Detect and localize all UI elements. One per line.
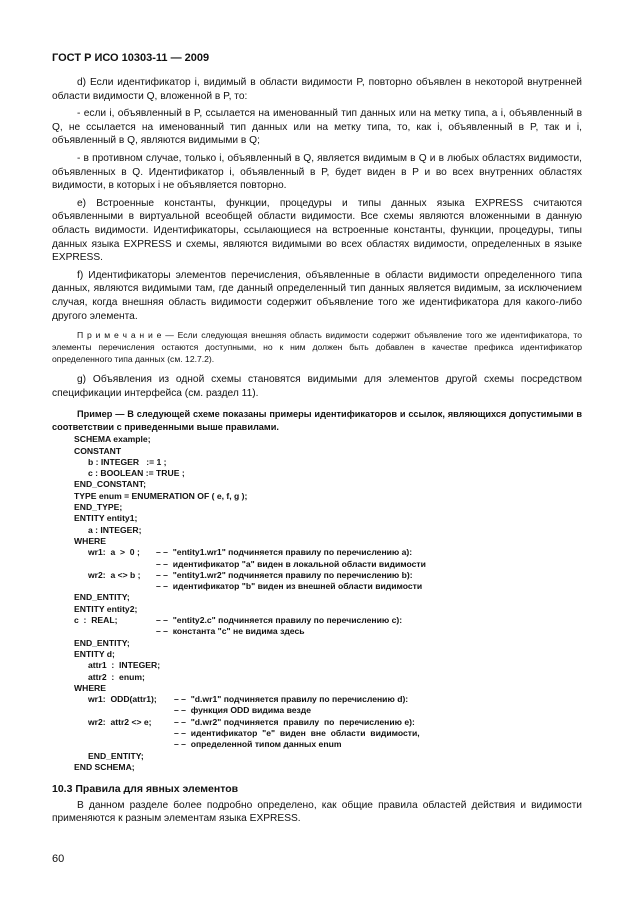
code-line: [74, 547, 582, 558]
code-line: [74, 479, 582, 490]
code-text: END_TYPE;: [74, 502, 123, 513]
code-line: [74, 615, 582, 626]
code-comment: – – определенной типом данных enum: [174, 739, 342, 750]
paragraph-e: e) Встроенные константы, функции, процедуры и типы данных языка EXPRESS считаются объявленными в виртуальной всеобщей области видимости. Все схемы являются вложенными в данную область видимости. Идентификаторы, ссылающиеся на встроенные константы, функции, процедуры, типы данных языка EXPRESS и схемы, являются видимыми во всех областях видимости, определенных в языке EXPRESS.: [52, 197, 582, 264]
code-line: [74, 513, 582, 524]
code-comment: – – "entity1.wr1" подчиняется правилу по перечислению a):: [156, 547, 413, 558]
code-text: wr2: attr2 <> e;: [88, 716, 152, 727]
code-text: END SCHEMA;: [74, 761, 135, 772]
code-comment: – – "d.wr2" подчиняется правилу по перечислению e):: [174, 716, 415, 727]
paragraph-f: f) Идентификаторы элементов перечисления, объявленные в области видимости определенного типа данных, являются видимыми там, где данный определенный тип данных является видимым, за исключением случая, когда внешняя область видимости содержит объявление того же идентификатора для какого-либо другого элемента.: [52, 269, 582, 322]
code-text: CONSTANT: [74, 445, 122, 456]
note-label: П р и м е ч а н и е: [77, 330, 162, 341]
code-line: [74, 649, 582, 660]
code-line: [74, 559, 582, 570]
code-text: wr1: a > 0 ;: [88, 547, 140, 558]
code-text: SCHEMA example;: [74, 434, 151, 445]
paragraph-d2: - в противном случае, только i, объявленный в Q, является видимым в Q и в любых областях видимости, объявленных в Q. Идентификатор i, объявленный в P, будет виден в P и во всех внутренних областях видимости, в которых i не объявляется повторно.: [52, 152, 582, 192]
code-text: [74, 739, 174, 750]
code-text: WHERE: [74, 682, 106, 693]
paragraph-g: g) Объявления из одной схемы становятся видимыми для элементов другой схемы посредством спецификации интерфейса (см. раздел 11).: [52, 374, 582, 399]
code-line: [74, 570, 582, 581]
code-line: [74, 446, 582, 457]
code-line: [74, 491, 582, 502]
code-line: [74, 592, 582, 603]
code-line: [74, 638, 582, 649]
code-line: [74, 536, 582, 547]
paragraph-d: d) Если идентификатор i, видимый в области видимости P, повторно объявлен в некоторой внутренней области видимости Q, вложенной в P, то:: [52, 77, 582, 102]
code-text: attr1 : INTEGER;: [88, 660, 161, 671]
code-text: c : BOOLEAN := TRUE ;: [88, 468, 185, 479]
code-text: [74, 581, 156, 592]
code-text: [74, 728, 174, 739]
code-text: a : INTEGER;: [88, 524, 142, 535]
code-comment: – – функция ODD видима везде: [174, 705, 312, 716]
code-line: [74, 739, 582, 750]
document-header: ГОСТ Р ИСО 10303-11 — 2009: [52, 52, 210, 64]
code-line: [74, 705, 582, 716]
example-intro: Пример — В следующей схеме показаны примеры идентификаторов и ссылок, являющихся допустимыми в соответствии с приведенными выше правилами.: [52, 409, 582, 433]
code-text: END_ENTITY;: [88, 750, 144, 761]
code-line: [74, 751, 582, 762]
document-body: [52, 76, 582, 830]
code-line: [74, 683, 582, 694]
code-line: [74, 728, 582, 739]
code-text: [74, 705, 174, 716]
paragraph-d1: - если i, объявленный в P, ссылается на именованный тип данных или на метку типа, a i, объявленный в Q, не ссылается на именованный тип данных или на метку типа, то, как i, объявленный в P, так и i, объявленный в Q, являются видимыми в Q;: [52, 108, 582, 147]
code-line: [74, 694, 582, 705]
code-text: ENTITY entity1;: [74, 513, 138, 524]
code-text: END_ENTITY;: [74, 592, 130, 603]
code-line: [74, 717, 582, 728]
code-text: c : REAL;: [74, 615, 118, 626]
code-line: [74, 457, 582, 468]
code-text: WHERE: [74, 535, 106, 546]
page-number: 60: [52, 853, 65, 865]
code-text: END_ENTITY;: [74, 637, 130, 648]
code-line: [74, 502, 582, 513]
code-text: TYPE enum = ENUMERATION OF ( e, f, g );: [74, 490, 248, 501]
code-line: [74, 581, 582, 592]
code-line: [74, 525, 582, 536]
code-text: wr2: a <> b ;: [88, 569, 141, 580]
code-comment: – – идентификатор "e" виден вне области видимости,: [174, 728, 420, 738]
code-line: [74, 762, 582, 773]
code-text: END_CONSTANT;: [74, 479, 146, 490]
code-comment: – – "entity2.c" подчиняется правилу по перечислению c):: [156, 615, 403, 626]
code-line: [74, 434, 582, 445]
code-text: attr2 : enum;: [88, 671, 145, 682]
code-block: [52, 434, 582, 773]
code-line: [74, 604, 582, 615]
code-line: [74, 468, 582, 479]
code-line: [74, 660, 582, 671]
code-text: [74, 626, 156, 637]
code-text: ENTITY d;: [74, 648, 115, 659]
code-comment: – – "d.wr1" подчиняется правилу по перечислению d):: [174, 694, 409, 705]
code-comment: – – идентификатор "a" виден в локальной области видимости: [156, 558, 426, 569]
code-comment: – – константа "c" не видима здесь: [156, 626, 305, 637]
code-comment: – – "entity1.wr2" подчиняется правилу по перечислению b):: [156, 569, 413, 580]
note-text: — Если следующая внешняя область видимости содержит объявление того же идентификатора, то элементы перечисления остаются доступными, но к ним должен быть добавлен в качестве префикса идентификатор определенного типа данных (см. 12.7.2).: [52, 330, 583, 365]
section-title: 10.3 Правила для явных элементов: [52, 783, 239, 796]
code-text: b : INTEGER := 1 ;: [88, 456, 167, 467]
code-line: [74, 626, 582, 637]
code-comment: – – идентификатор "b" виден из внешней области видимости: [156, 581, 423, 592]
code-text: wr1: ODD(attr1);: [88, 694, 157, 705]
note: [52, 329, 582, 365]
section-text: В данном разделе более подробно определено, как общие правила областей действия и видимости применяются к разным элементам языка EXPRESS.: [52, 799, 582, 825]
code-text: [74, 559, 156, 570]
code-line: [74, 672, 582, 683]
code-text: ENTITY entity2;: [74, 603, 138, 614]
